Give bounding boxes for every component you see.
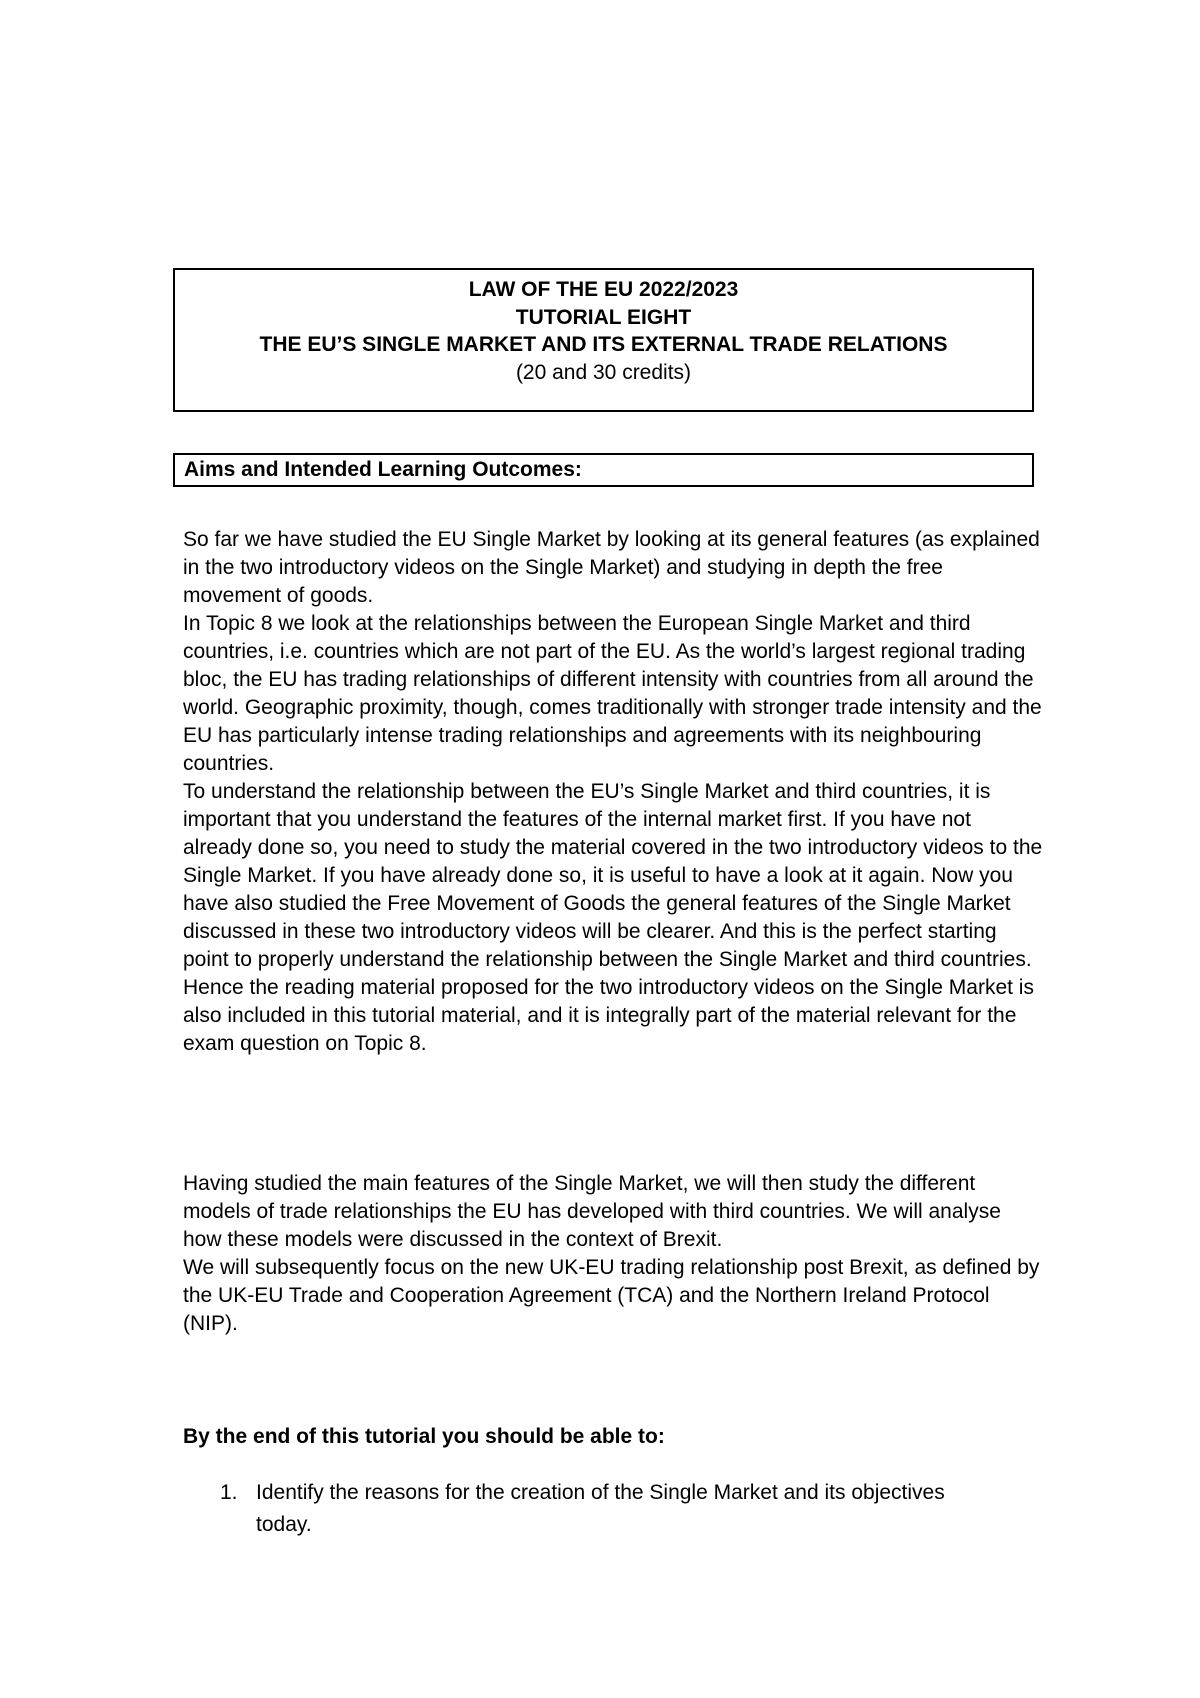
tutorial-topic: THE EU’S SINGLE MARKET AND ITS EXTERNAL TRADE RELATIONS: [259, 333, 948, 356]
outcome-text: Identify the reasons for the creation of the Single Market and its objectives today.: [256, 1481, 945, 1536]
intro-paragraph: So far we have studied the EU Single Market by looking at its general features (as explained in the two introductory videos on the Single Market) and studying in depth the free movement of goods.: [183, 528, 1040, 607]
title-box: [173, 268, 1034, 412]
aims-heading: Aims and Intended Learning Outcomes:: [184, 458, 582, 481]
outcomes-heading: By the end of this tutorial you should be able to:: [183, 1425, 665, 1448]
aims-heading-box: [173, 453, 1034, 487]
outcome-number: 1.: [220, 1481, 238, 1504]
outcome-list: [183, 1477, 963, 1541]
tutorial-number: TUTORIAL EIGHT: [515, 305, 692, 329]
intro-section: [183, 526, 1043, 1058]
course-title: LAW OF THE EU 2022/2023: [468, 278, 739, 301]
credits-note: (20 and 30 credits): [515, 360, 692, 384]
outcome-item: [183, 1477, 963, 1541]
intro-paragraph: To understand the relationship between the EU’s Single Market and third countries, it is important that you understand the features of the internal market first. If you have not already done so, you need to study the material covered in the two introductory videos to the Single Market. If you have already done so, it is useful to have a look at it again. Now you have also studied the Free Movement of Goods the general features of the Single Market discussed in these two introductory videos will be clearer. And this is the perfect starting point to properly understand the relationship between the Single Market and third countries.: [183, 780, 1043, 971]
intro-paragraph: Hence the reading material proposed for the two introductory videos on the Single Market is also included in this tutorial material, and it is integrally part of the material relevant for the exam question on Topic 8.: [183, 976, 1034, 1055]
intro-paragraph: In Topic 8 we look at the relationships between the European Single Market and third countries, i.e. countries which are not part of the EU. As the world’s largest regional trading bloc, the EU has trading relationships of different intensity with countries from all around the world. Geographic proximity, though, comes traditionally with stronger trade intensity and the EU has particularly intense trading relationships and agreements with its neighbouring countries.: [183, 612, 1042, 775]
models-section: [183, 1170, 1043, 1338]
models-paragraph: Having studied the main features of the Single Market, we will then study the different models of trade relationships the EU has developed with third countries. We will analyse how these models were discussed in the context of Brexit.: [183, 1172, 1001, 1251]
models-paragraph: We will subsequently focus on the new UK-EU trading relationship post Brexit, as defined by the UK-EU Trade and Cooperation Agreement (TCA) and the Northern Ireland Protocol (NIP).: [183, 1256, 1040, 1335]
